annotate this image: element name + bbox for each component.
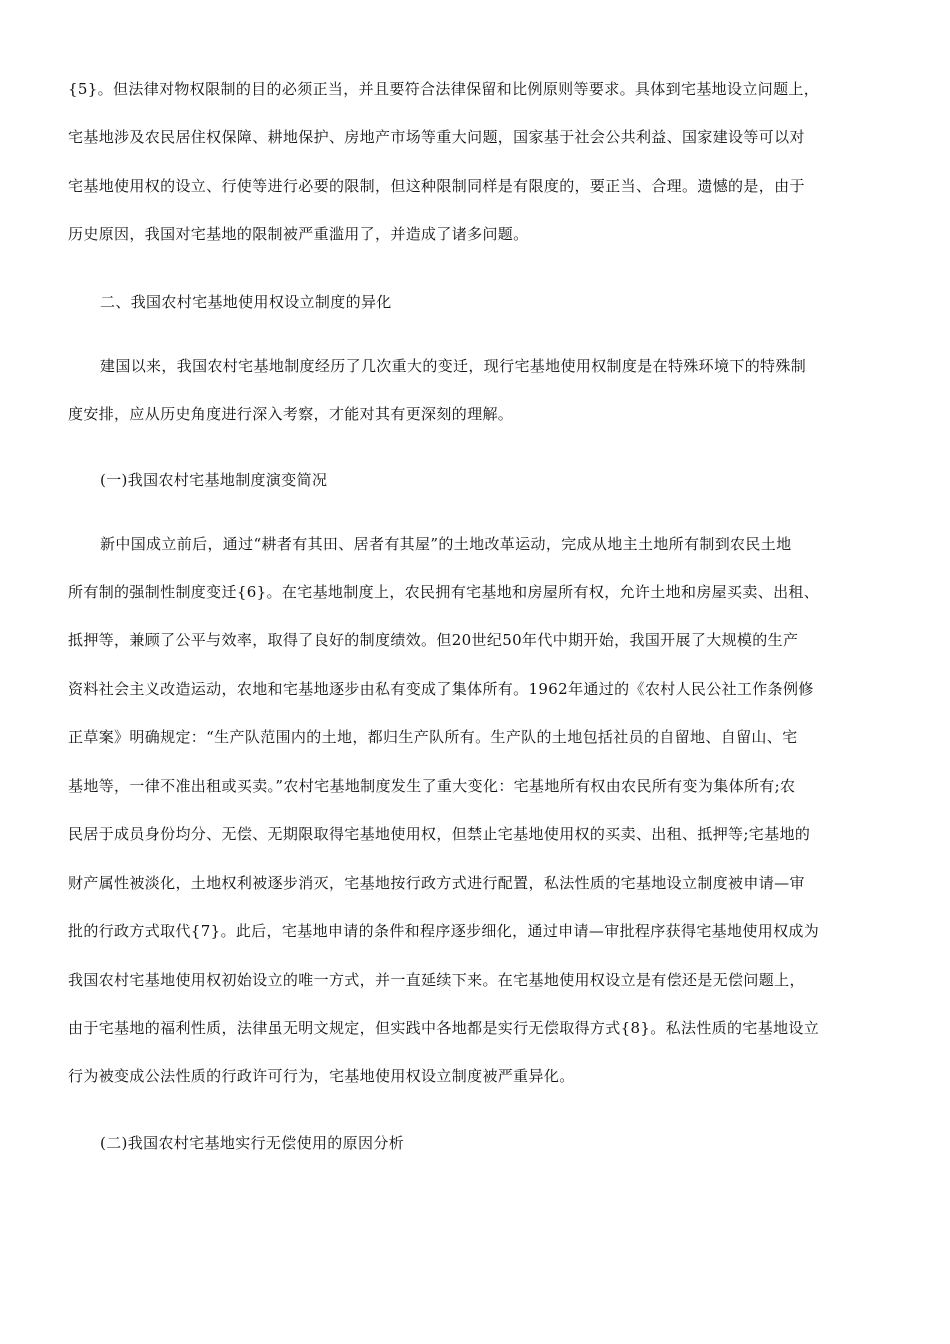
subheading: (二)我国农村宅基地实行无偿使用的原因分析 (100, 1134, 405, 1152)
paragraph-line: 由于宅基地的福利性质，法律虽无明文规定，但实践中各地都是实行无偿取得方式{8}。私法性质的宅基地设立 (68, 1019, 820, 1037)
paragraph-line: 宅基地使用权的设立、行使等进行必要的限制，但这种限制同样是有限度的，要正当、合理。遗憾的是，由于 (68, 177, 805, 195)
paragraph-line: 历史原因，我国对宅基地的限制被严重滥用了，并造成了诸多问题。 (68, 225, 529, 243)
paragraph-line: 资料社会主义改造运动，农地和宅基地逐步由私有变成了集体所有。1962年通过的《农村人民公社工作条例修 (68, 680, 814, 698)
paragraph-line: 行为被变成公法性质的行政许可行为，宅基地使用权设立制度被严重异化。 (68, 1067, 575, 1085)
paragraph-line: 正草案》明确规定：“生产队范围内的土地，都归生产队所有。生产队的土地包括社员的自留地、自留山、宅 (68, 728, 798, 746)
paragraph-line: 财产属性被淡化，土地权利被逐步消灭，宅基地按行政方式进行配置，私法性质的宅基地设立制度被申请—审 (68, 874, 805, 892)
paragraph-line: 度安排，应从历史角度进行深入考察，才能对其有更深刻的理解。 (68, 405, 514, 423)
paragraph-line: 批的行政方式取代{7}。此后，宅基地申请的条件和程序逐步细化，通过申请—审批程序获得宅基地使用权成为 (68, 922, 820, 940)
paragraph-line: 新中国成立前后，通过“耕者有其田、居者有其屋”的土地改革运动，完成从地主土地所有制到农民土地 (100, 535, 792, 553)
paragraph-line: 民居于成员身份均分、无偿、无期限取得宅基地使用权，但禁止宅基地使用权的买卖、出租、抵押等;宅基地的 (68, 825, 811, 843)
paragraph-line: 基地等，一律不准出租或买卖。”农村宅基地制度发生了重大变化：宅基地所有权由农民所有变为集体所有;农 (68, 777, 796, 795)
paragraph-line: 我国农村宅基地使用权初始设立的唯一方式，并一直延续下来。在宅基地使用权设立是有偿还是无偿问题上， (68, 971, 805, 989)
paragraph-line: 建国以来，我国农村宅基地制度经历了几次重大的变迁，现行宅基地使用权制度是在特殊环境下的特殊制 (100, 357, 807, 375)
paragraph-line: 宅基地涉及农民居住权保障、耕地保护、房地产市场等重大问题，国家基于社会公共利益、国家建设等可以对 (68, 128, 805, 146)
section-heading: 二、我国农村宅基地使用权设立制度的异化 (100, 293, 392, 311)
paragraph-line: 抵押等，兼顾了公平与效率，取得了良好的制度绩效。但20世纪50年代中期开始，我国开展了大规模的生产 (68, 631, 799, 649)
paragraph-line: {5}。但法律对物权限制的目的必须正当，并且要符合法律保留和比例原则等要求。具体到宅基地设立问题上， (68, 80, 820, 98)
paragraph-line: 所有制的强制性制度变迁{6}。在宅基地制度上，农民拥有宅基地和房屋所有权，允许土地和房屋买卖、出租、 (68, 583, 820, 601)
subheading: (一)我国农村宅基地制度演变简况 (100, 471, 328, 489)
